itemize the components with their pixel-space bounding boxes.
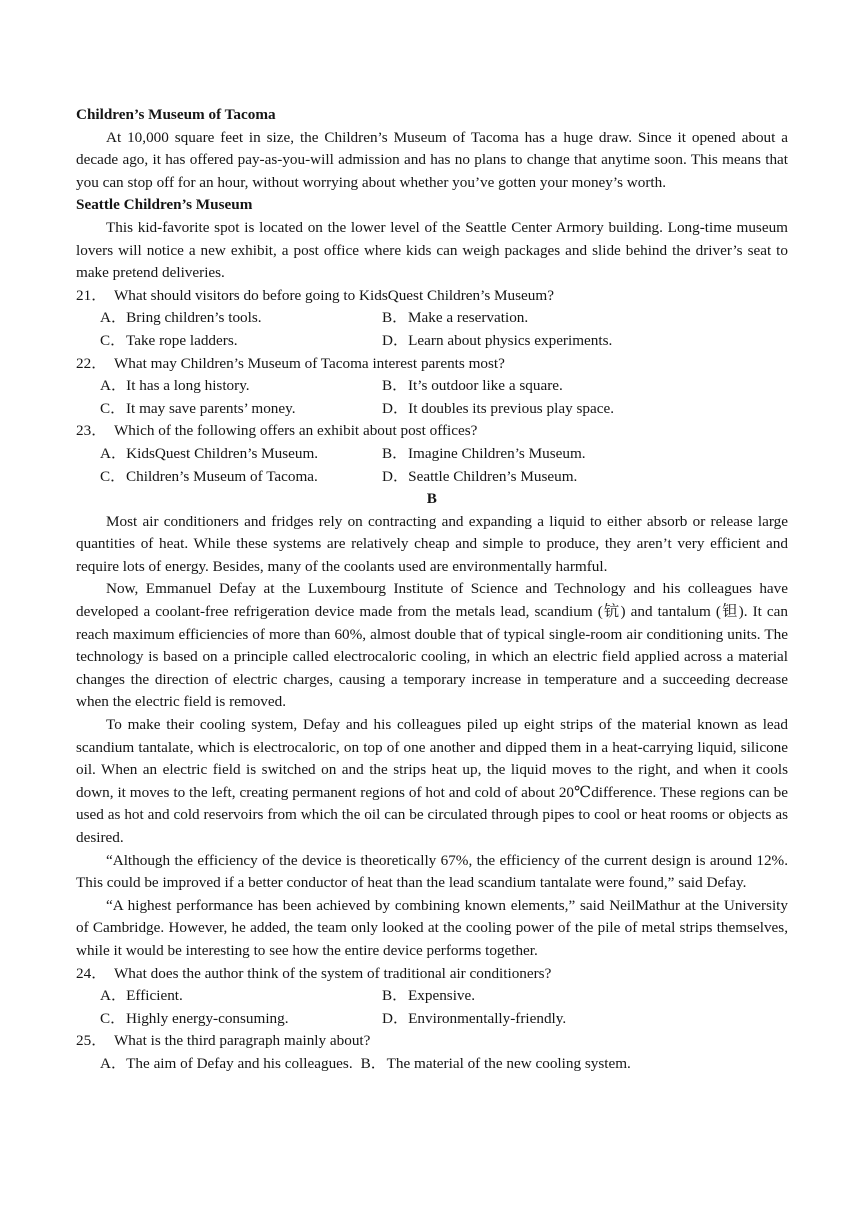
option-label: B． (382, 987, 408, 1005)
option-label: A． (100, 309, 127, 327)
option-row (76, 466, 788, 489)
question-22-number: 22． (76, 354, 107, 372)
option-row (76, 375, 788, 398)
paragraph-tacoma-body: At 10,000 square feet in size, the Children’s Museum of Tacoma has a huge draw. Since it opened about a decade ago, it has offered pay-as-you-will admission and has no plans to change that anytime soon. This means that you can stop off for an hour, without worrying about whether you’ve gotten your money’s worth. (76, 128, 788, 191)
option-24-c[interactable] (100, 1008, 382, 1031)
option-text: Make a reservation. (408, 309, 529, 327)
passage-b-paragraph-4: “Although the efficiency of the device is theoretically 67%, the efficiency of the current design is around 12%. This could be improved if a better conductor of heat than the lead scandium tantalate were found,” said Defay. (76, 851, 788, 892)
option-row (76, 307, 788, 330)
question-22-stem: What may Children’s Museum of Tacoma interest parents most? (113, 354, 505, 372)
question-25-stem: What is the third paragraph mainly about? (113, 1032, 371, 1050)
option-label: B． (382, 309, 408, 327)
option-24-d[interactable] (382, 1008, 566, 1031)
paragraph-seattle-body: This kid-favorite spot is located on the lower level of the Seattle Center Armory building. Long-time museum lovers will notice a new exhibit, a post office where kids can weigh packages and slide behind the driver’s seat to make pretend deliveries. (76, 218, 788, 282)
question-22-options (76, 375, 788, 420)
question-23-options (76, 443, 788, 488)
question-25-options (76, 1053, 788, 1076)
option-25-b[interactable] (361, 1055, 631, 1072)
option-row (76, 330, 788, 353)
option-text: Expensive. (408, 987, 476, 1005)
option-text: Learn about physics experiments. (408, 331, 613, 349)
question-25-number: 25． (76, 1032, 107, 1050)
option-text: It’s outdoor like a square. (408, 377, 563, 395)
option-21-b[interactable] (382, 307, 528, 330)
option-label: C． (100, 331, 126, 349)
option-23-b[interactable] (382, 443, 586, 466)
option-22-b[interactable] (382, 375, 563, 398)
option-label: C． (100, 1009, 126, 1027)
option-text: Children’s Museum of Tacoma. (126, 467, 318, 485)
passage-b-paragraph-5: “A highest performance has been achieved by combining known elements,” said NeilMathur at the University of Cambridge. However, he added, the team only looked at the cooling power of the pile of metal strips themselves, while it would be interesting to see how the entire device performs together. (76, 896, 788, 959)
option-22-a[interactable] (100, 375, 382, 398)
option-label: D． (382, 331, 409, 349)
section-heading-seattle: Seattle Children’s Museum (76, 196, 253, 214)
option-label: B． (382, 444, 408, 462)
option-text: It may save parents’ money. (126, 399, 296, 417)
question-21 (76, 285, 788, 308)
option-row (76, 443, 788, 466)
option-row (76, 985, 788, 1008)
option-text: The material of the new cooling system. (386, 1054, 631, 1072)
option-label: D． (382, 467, 409, 485)
option-25-a[interactable] (100, 1055, 353, 1072)
question-24-stem: What does the author think of the system of traditional air conditioners? (113, 964, 552, 982)
option-21-a[interactable] (100, 307, 382, 330)
option-row (76, 1053, 788, 1076)
passage-b-paragraph-2: Now, Emmanuel Defay at the Luxembourg Institute of Science and Technology and his colleagues have developed a coolant-free refrigeration device made from the metals lead, scandium (钪) and tantalum (钽). It can reach maximum efficiencies of more than 60%, almost double that of typical single-room air conditioning units. The technology is based on a principle called electrocaloric cooling, in which an electric field applied across a material changes the direction of electric charges, causing a temporary increase in temperature and a succeeding decrease when the electric field is removed. (76, 580, 788, 711)
page-content (76, 104, 788, 1076)
section-letter-b: B (426, 490, 438, 508)
option-23-a[interactable] (100, 443, 382, 466)
option-row (76, 398, 788, 421)
option-label: C． (100, 467, 126, 485)
option-label: B． (360, 1054, 386, 1072)
question-21-stem: What should visitors do before going to KidsQuest Children’s Museum? (113, 286, 554, 304)
option-label: C． (100, 399, 126, 417)
section-heading-tacoma: Children’s Museum of Tacoma (76, 106, 276, 123)
option-21-d[interactable] (382, 330, 612, 353)
option-text: The aim of Defay and his colleagues. (126, 1054, 353, 1072)
option-text: KidsQuest Children’s Museum. (126, 444, 319, 462)
option-label: B． (382, 377, 408, 395)
option-label: D． (382, 399, 409, 417)
option-23-d[interactable] (382, 466, 577, 489)
option-text: Take rope ladders. (126, 331, 238, 349)
option-text: Efficient. (126, 987, 183, 1005)
option-text: Bring children’s tools. (126, 309, 262, 327)
option-text: Imagine Children’s Museum. (408, 444, 586, 462)
option-label: A． (100, 444, 127, 462)
option-text: It doubles its previous play space. (408, 399, 614, 417)
option-24-a[interactable] (100, 985, 382, 1008)
option-text: Seattle Children’s Museum. (408, 467, 578, 485)
option-label: A． (100, 1054, 127, 1072)
question-21-number: 21． (76, 286, 107, 304)
option-22-d[interactable] (382, 398, 614, 421)
option-label: A． (100, 987, 127, 1005)
question-21-options (76, 307, 788, 352)
option-23-c[interactable] (100, 466, 382, 489)
question-23 (76, 420, 788, 443)
option-text: It has a long history. (126, 377, 250, 395)
option-row (76, 1008, 788, 1031)
question-23-stem: Which of the following offers an exhibit about post offices? (113, 422, 478, 440)
option-21-c[interactable] (100, 330, 382, 353)
question-22 (76, 353, 788, 376)
option-22-c[interactable] (100, 398, 382, 421)
option-text: Environmentally-friendly. (408, 1009, 567, 1027)
passage-b-paragraph-1: Most air conditioners and fridges rely on contracting and expanding a liquid to either absorb or release large quantities of heat. While these systems are relatively cheap and simple to produce, they aren’t very efficient and require lots of energy. Besides, many of the coolants used are environmentally harmful. (76, 512, 788, 575)
passage-b-paragraph-3: To make their cooling system, Defay and his colleagues piled up eight strips of the material known as lead scandium tantalate, which is electrocaloric, on top of one another and dipped them in a heat-carrying liquid, silicone oil. When an electric field is switched on and the strips heat up, the liquid moves to the right, and when it cools down, it moves to the left, creating permanent regions of hot and cold of about 20℃difference. These regions can be used as hot and cold reservoirs from which the oil can be circulated through pipes to cool or heat rooms or objects as desired. (76, 716, 788, 846)
question-25 (76, 1030, 788, 1053)
option-24-b[interactable] (382, 985, 475, 1008)
question-23-number: 23． (76, 422, 107, 440)
question-24-number: 24． (76, 964, 107, 982)
option-label: A． (100, 377, 127, 395)
question-24 (76, 963, 788, 986)
option-text: Highly energy-consuming. (126, 1009, 289, 1027)
option-label: D． (382, 1009, 409, 1027)
question-24-options (76, 985, 788, 1030)
